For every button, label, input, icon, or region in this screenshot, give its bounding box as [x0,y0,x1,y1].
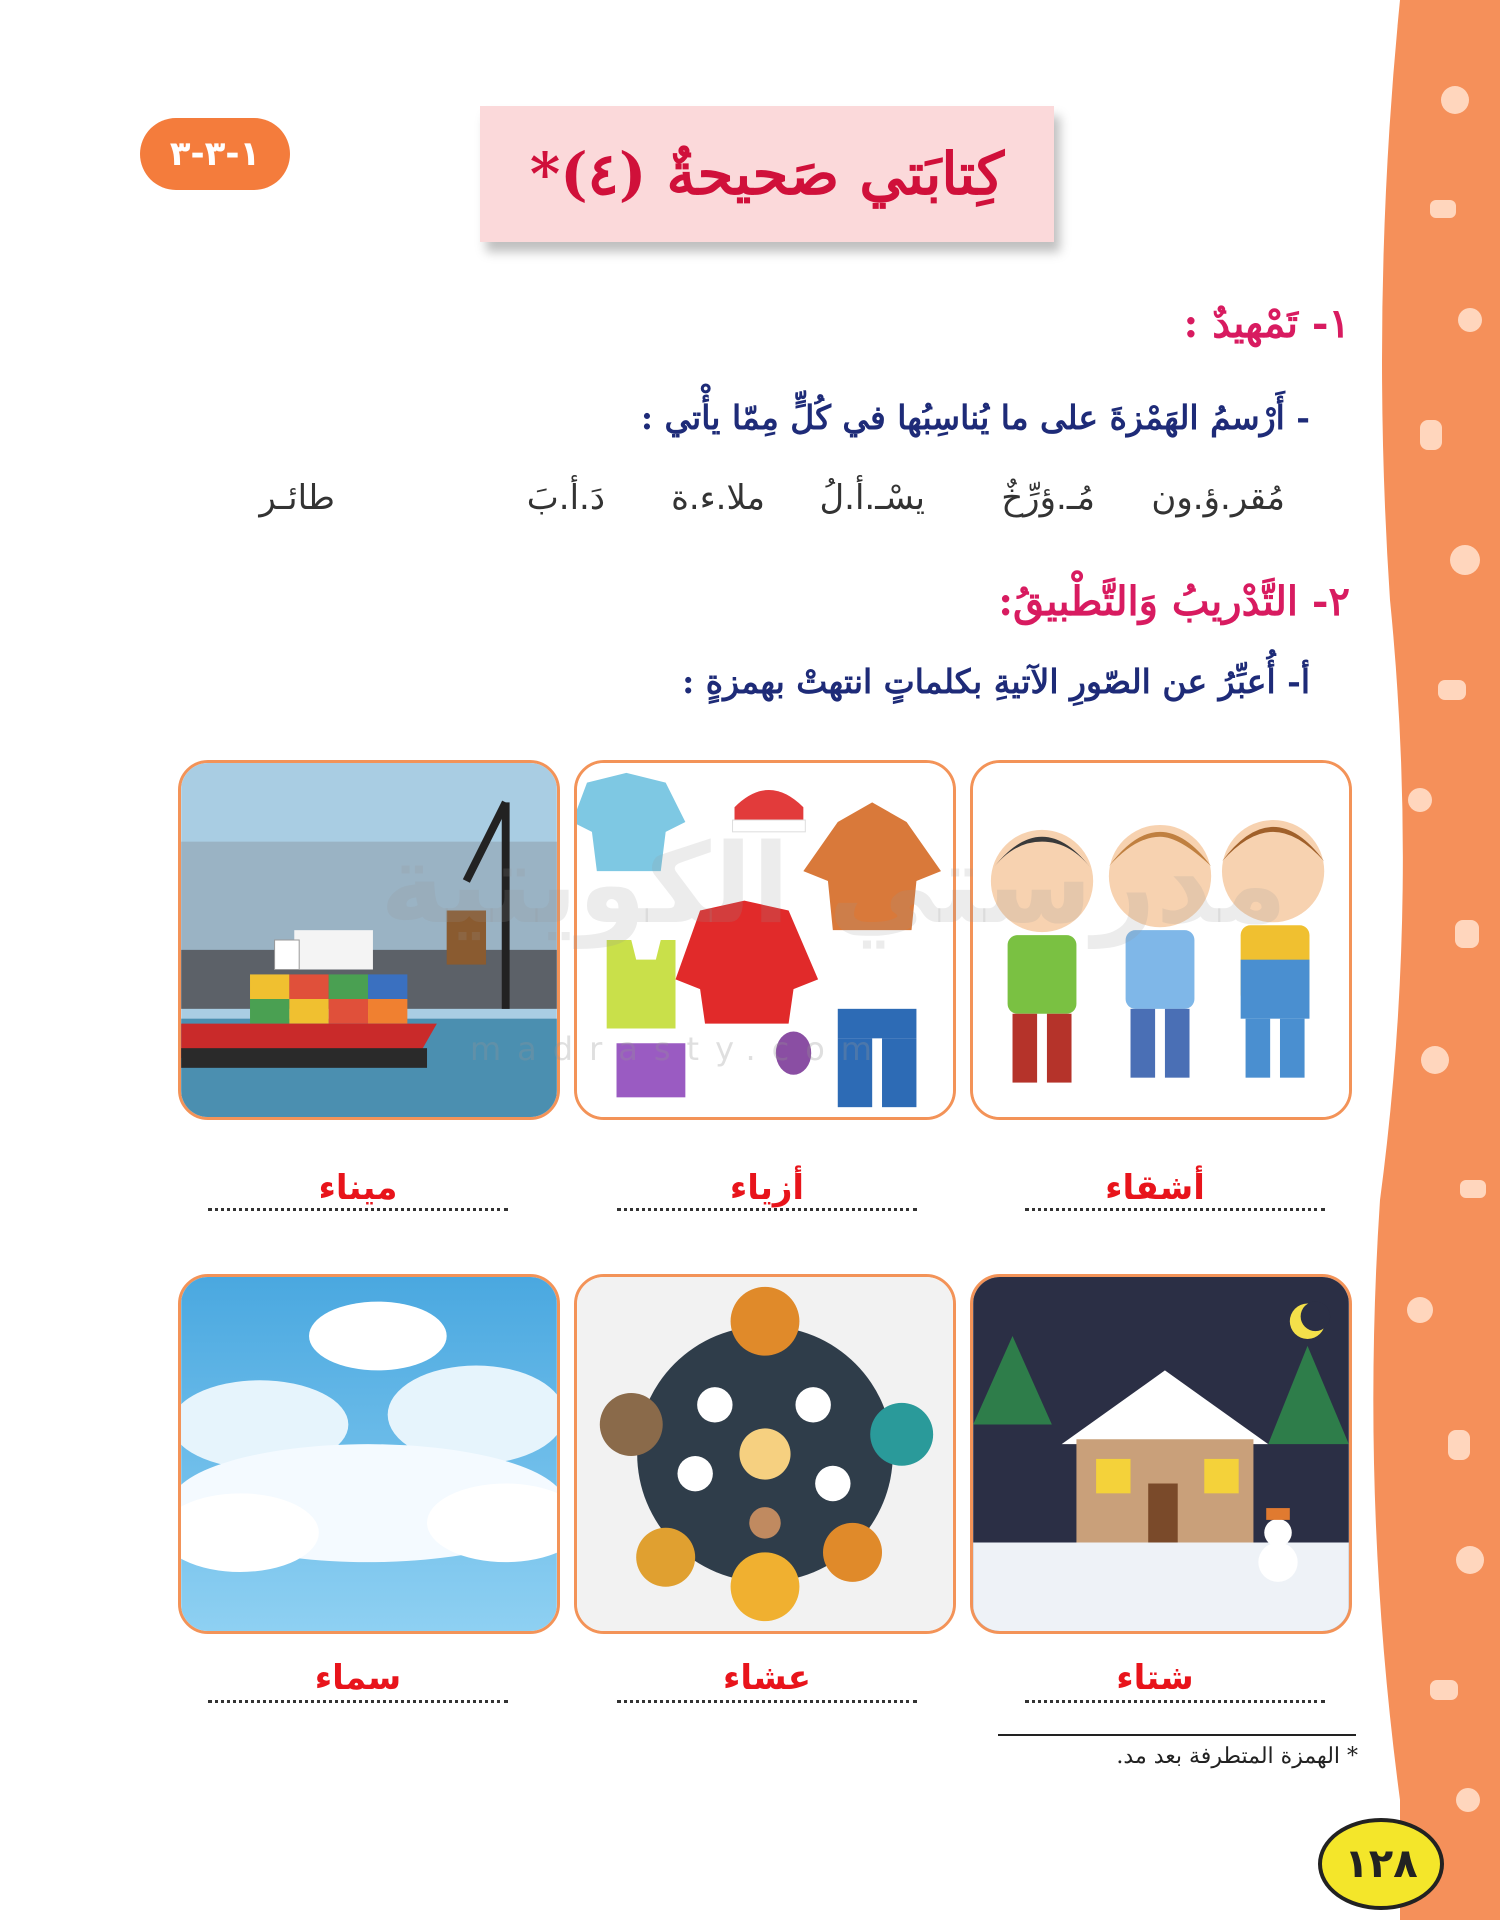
answer-line[interactable] [617,1700,917,1703]
answer-line[interactable] [617,1208,917,1211]
section2-instruction: أ- أُعبِّرُ عن الصّورِ الآتيةِ بكلماتٍ انتهتْ بهمزةٍ : [682,662,1310,701]
section2-heading: ٢- التَّدْريبُ وَالتَّطْبيقُ: [998,578,1350,625]
answer-line[interactable] [208,1700,508,1703]
exercise-word: يسْـ.أ.لُ [819,478,925,518]
exercise-word: طائـر [259,478,335,518]
footnote: * الهمزة المتطرفة بعد مد. [1116,1744,1358,1769]
exercise-word: ملا.ء.ة [671,478,765,518]
answer-port: ميناء [318,1168,398,1208]
snowy-house-illustration [973,1277,1349,1631]
dinner-image-card [574,1274,956,1634]
page-title: كِتابَتي صَحيحةٌ (٤)* [529,140,1005,208]
sky-image-card [178,1274,560,1634]
answer-line[interactable] [1025,1208,1325,1211]
exercise-word: مُقر.ؤ.ون [1151,478,1285,518]
watermark-text: مدرستي الكويتية [380,820,1288,948]
answer-clothes: أزياء [729,1168,805,1208]
footnote-divider [998,1734,1356,1736]
lesson-title-box [480,106,1054,242]
exercise-word: مُـ.ؤرِّخٌ [1001,478,1095,518]
answer-winter: شتاء [1116,1658,1194,1698]
answer-sky: سماء [314,1658,402,1698]
answer-dinner: عشاء [723,1658,811,1698]
answer-line[interactable] [208,1208,508,1211]
section1-heading: ١- تَمْهيدٌ : [1183,300,1350,347]
decorative-side-band [1360,0,1500,1920]
dinner-table-illustration [577,1277,953,1631]
lesson-code-badge: ١-٣-٣ [140,118,290,190]
page-number: ١٢٨ [1318,1818,1444,1910]
section1-instruction: - أَرْسمُ الهَمْزةَ على ما يُناسِبُها في كُلٍّ مِمّا يأْتي : [640,398,1310,437]
winter-image-card [970,1274,1352,1634]
answer-siblings: أشقاء [1105,1168,1205,1208]
watermark-domain: madrasty.com [470,1030,888,1068]
exercise-word: دَ.أ.بَ [526,478,605,518]
clouds-illustration [181,1277,557,1631]
hamza-word-row [185,478,1285,530]
answer-line[interactable] [1025,1700,1325,1703]
